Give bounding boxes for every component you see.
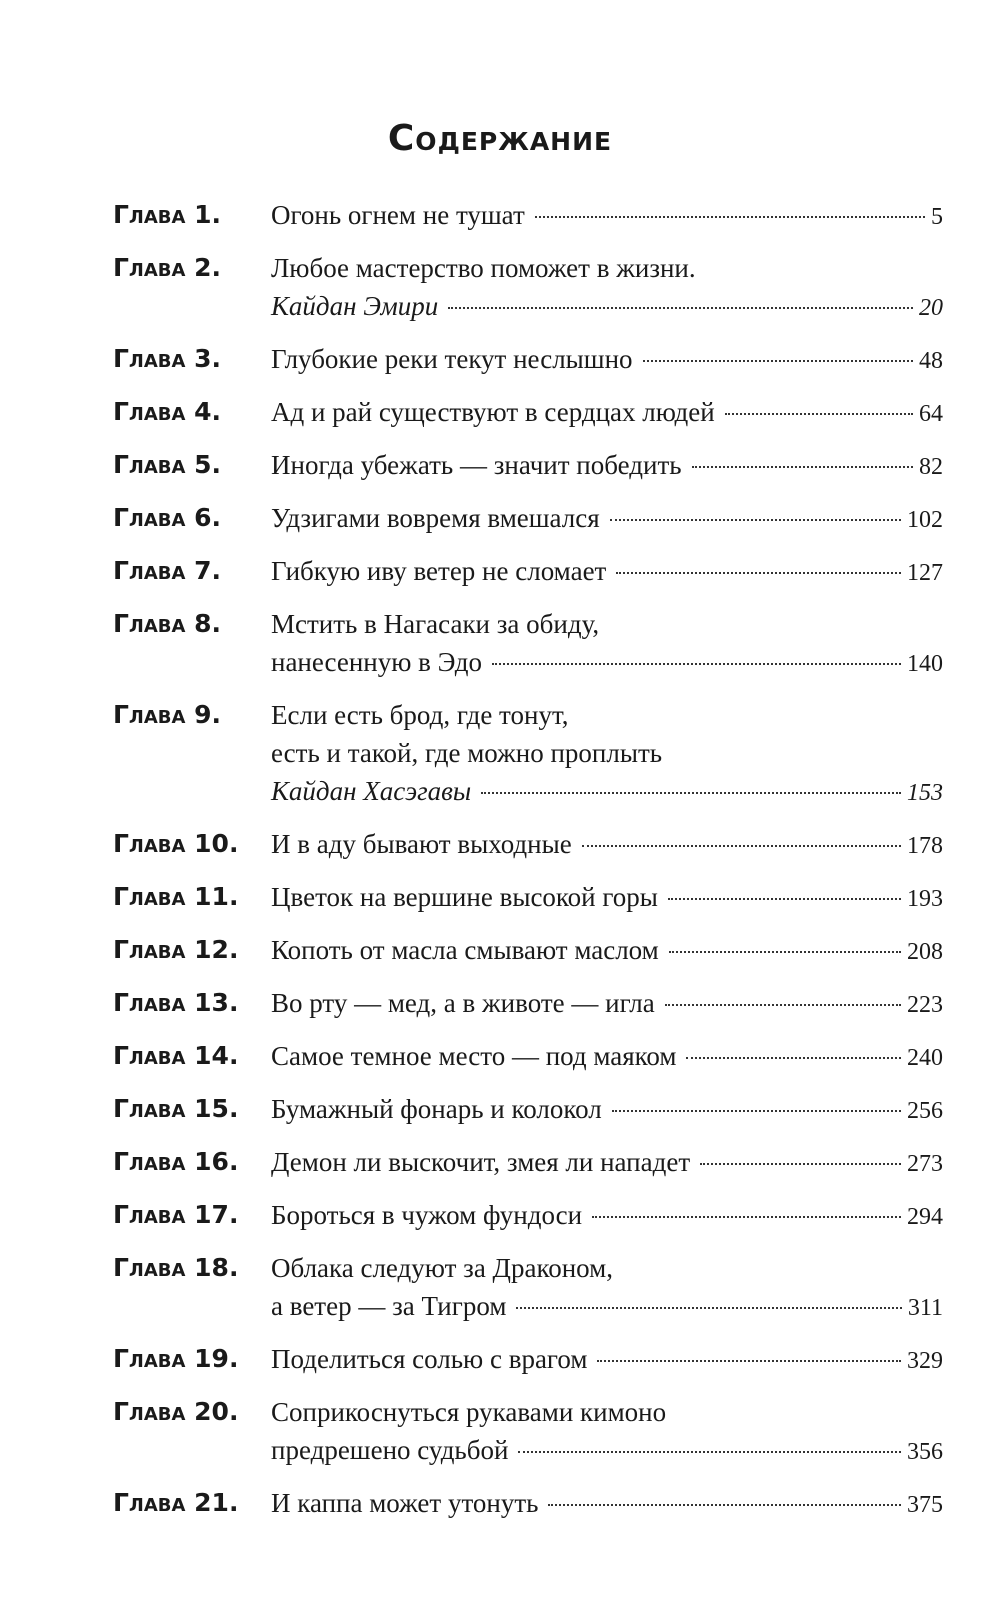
- chapter-title-block: [271, 696, 943, 812]
- dot-leader: [592, 1216, 901, 1218]
- chapter-label: Глава 5.: [113, 450, 222, 479]
- toc-entry: [113, 1037, 943, 1077]
- chapter-title-block: [271, 1484, 943, 1524]
- toc-entry: [113, 1340, 943, 1380]
- chapter-label: Глава 7.: [113, 556, 222, 585]
- chapter-title-block: [271, 1037, 943, 1077]
- chapter-title-last-line: [271, 1196, 943, 1236]
- page-number: 273: [907, 1151, 943, 1177]
- chapter-title-block: [271, 499, 943, 539]
- page-number: 329: [907, 1348, 943, 1374]
- chapter-title-text: Бороться в чужом фундоси: [271, 1200, 583, 1230]
- chapter-title-last-line: [271, 1431, 943, 1471]
- chapter-label: Глава 21.: [113, 1488, 239, 1517]
- chapter-title-text: Бумажный фонарь и колокол: [271, 1094, 602, 1124]
- chapter-title-last-line: [271, 499, 943, 539]
- dot-leader: [725, 413, 913, 415]
- chapter-title-block: [271, 1090, 943, 1130]
- chapter-title-text: Иногда убежать — значит победить: [271, 450, 682, 480]
- chapter-title-block: [271, 446, 943, 486]
- chapter-title-last-line: [271, 446, 943, 486]
- chapter-title-text: И каппа может утонуть: [271, 1488, 539, 1518]
- dot-leader: [535, 216, 925, 218]
- dot-leader: [548, 1504, 901, 1506]
- chapter-title-text: И в аду бывают выходные: [271, 829, 572, 859]
- chapter-title-last-line: [271, 878, 943, 918]
- chapter-title-block: [271, 1143, 943, 1183]
- chapter-label: Глава 15.: [113, 1094, 239, 1123]
- page-number: 208: [907, 939, 943, 965]
- chapter-title-line: Соприкоснуться рукавами кимоно: [271, 1397, 667, 1427]
- chapter-label: Глава 6.: [113, 503, 222, 532]
- dot-leader: [481, 792, 901, 794]
- page-number: 375: [907, 1492, 943, 1518]
- chapter-title-line: Любое мастерство поможет в жизни.: [271, 253, 696, 283]
- chapter-label: Глава 8.: [113, 609, 222, 638]
- dot-leader: [700, 1163, 901, 1165]
- chapter-label: Глава 9.: [113, 700, 222, 729]
- chapter-title-text: Копоть от масла смывают маслом: [271, 935, 659, 965]
- chapter-title-text: а ветер — за Тигром: [271, 1291, 507, 1321]
- toc-entry: [113, 393, 943, 433]
- chapter-title-last-line: [271, 1340, 943, 1380]
- chapter-title-line: есть и такой, где можно проплыть: [271, 738, 663, 768]
- toc-entry: [113, 552, 943, 592]
- chapter-title-line: Мстить в Нагасаки за обиду,: [271, 609, 600, 639]
- page-number: 294: [907, 1204, 943, 1230]
- toc-entry: [113, 499, 943, 539]
- page-number: 193: [907, 886, 943, 912]
- dot-leader: [668, 898, 901, 900]
- toc-entry: [113, 1249, 943, 1327]
- chapter-title-last-line: [271, 1090, 943, 1130]
- chapter-label: Глава 4.: [113, 397, 222, 426]
- chapter-title-text: Кайдан Хасэгавы: [271, 776, 472, 806]
- chapter-title-text: Самое темное место — под маяком: [271, 1041, 677, 1071]
- chapter-label: Глава 10.: [113, 829, 239, 858]
- chapter-title-line: Если есть брод, где тонут,: [271, 700, 569, 730]
- chapter-label: Глава 16.: [113, 1147, 239, 1176]
- chapter-title-last-line: [271, 643, 943, 683]
- chapter-title-last-line: [271, 825, 943, 865]
- chapter-title-block: [271, 1196, 943, 1236]
- chapter-title-text: нанесенную в Эдо: [271, 647, 483, 677]
- chapter-title-text: Удзигами вовремя вмешался: [271, 503, 600, 533]
- chapter-title-block: [271, 393, 943, 433]
- toc-entry: [113, 340, 943, 380]
- page-number: 48: [919, 348, 943, 374]
- page-number: 20: [919, 295, 943, 321]
- table-of-contents: [113, 196, 943, 1537]
- chapter-title-text: предрешено судьбой: [271, 1435, 509, 1465]
- page-number: 140: [907, 651, 943, 677]
- page-number: 356: [907, 1439, 943, 1465]
- chapter-title-block: [271, 1249, 943, 1327]
- chapter-label: Глава 14.: [113, 1041, 239, 1070]
- chapter-label: Глава 2.: [113, 253, 222, 282]
- toc-entry: [113, 696, 943, 812]
- dot-leader: [597, 1360, 901, 1362]
- chapter-title-block: [271, 552, 943, 592]
- chapter-title-last-line: [271, 1287, 943, 1327]
- toc-entry: [113, 605, 943, 683]
- page-number: 64: [919, 401, 943, 427]
- dot-leader: [492, 663, 901, 665]
- dot-leader: [665, 1004, 901, 1006]
- chapter-title-block: [271, 196, 943, 236]
- chapter-title-text: Гибкую иву ветер не сломает: [271, 556, 607, 586]
- chapter-title-last-line: [271, 552, 943, 592]
- chapter-title-block: [271, 605, 943, 683]
- dot-leader: [686, 1057, 901, 1059]
- toc-entry: [113, 825, 943, 865]
- chapter-title-text: Поделиться солью с врагом: [271, 1344, 588, 1374]
- chapter-title-block: [271, 1393, 943, 1471]
- chapter-label: Глава 1.: [113, 200, 222, 229]
- toc-entry: [113, 1143, 943, 1183]
- chapter-title-block: [271, 878, 943, 918]
- chapter-title-block: [271, 1340, 943, 1380]
- dot-leader: [612, 1110, 901, 1112]
- chapter-title-last-line: [271, 287, 943, 327]
- chapter-label: Глава 3.: [113, 344, 222, 373]
- page-number: 102: [907, 507, 943, 533]
- page-number: 178: [907, 833, 943, 859]
- chapter-title-block: [271, 984, 943, 1024]
- chapter-label: Глава 11.: [113, 882, 239, 911]
- page-number: 153: [907, 780, 943, 806]
- dot-leader: [616, 572, 901, 574]
- page-number: 311: [907, 1295, 943, 1321]
- toc-entry: [113, 196, 943, 236]
- dot-leader: [692, 466, 913, 468]
- dot-leader: [448, 307, 913, 309]
- dot-leader: [516, 1307, 901, 1309]
- toc-entry: [113, 878, 943, 918]
- chapter-title-text: Огонь огнем не тушат: [271, 200, 525, 230]
- toc-entry: [113, 249, 943, 327]
- page-number: 223: [907, 992, 943, 1018]
- chapter-title-block: [271, 340, 943, 380]
- chapter-title-block: [271, 825, 943, 865]
- toc-entry: [113, 1393, 943, 1471]
- toc-entry: [113, 1090, 943, 1130]
- chapter-title-text: Демон ли выскочит, змея ли нападет: [271, 1147, 691, 1177]
- page-number: 256: [907, 1098, 943, 1124]
- toc-entry: [113, 984, 943, 1024]
- page-number: 82: [919, 454, 943, 480]
- page-number: 240: [907, 1045, 943, 1071]
- chapter-title-last-line: [271, 1037, 943, 1077]
- chapter-label: Глава 13.: [113, 988, 239, 1017]
- chapter-title-text: Глубокие реки текут неслышно: [271, 344, 633, 374]
- chapter-title-text: Кайдан Эмири: [271, 291, 439, 321]
- chapter-title-text: Во рту — мед, а в животе — игла: [271, 988, 655, 1018]
- chapter-title-last-line: [271, 931, 943, 971]
- page-number: 127: [907, 560, 943, 586]
- chapter-title-last-line: [271, 196, 943, 236]
- chapter-title-block: [271, 249, 943, 327]
- chapter-title-last-line: [271, 984, 943, 1024]
- chapter-label: Глава 18.: [113, 1253, 239, 1282]
- chapter-title-last-line: [271, 772, 943, 812]
- dot-leader: [610, 519, 901, 521]
- chapter-label: Глава 20.: [113, 1397, 239, 1426]
- dot-leader: [582, 845, 901, 847]
- chapter-title-last-line: [271, 340, 943, 380]
- chapter-label: Глава 12.: [113, 935, 239, 964]
- chapter-label: Глава 19.: [113, 1344, 239, 1373]
- chapter-title-last-line: [271, 1143, 943, 1183]
- dot-leader: [669, 951, 901, 953]
- dot-leader: [518, 1451, 901, 1453]
- dot-leader: [643, 360, 913, 362]
- chapter-title-last-line: [271, 393, 943, 433]
- toc-entry: [113, 1196, 943, 1236]
- toc-entry: [113, 1484, 943, 1524]
- chapter-title-line: Облака следуют за Драконом,: [271, 1253, 613, 1283]
- page-number: 5: [931, 204, 943, 230]
- chapter-title-block: [271, 931, 943, 971]
- toc-entry: [113, 931, 943, 971]
- chapter-label: Глава 17.: [113, 1200, 239, 1229]
- toc-entry: [113, 446, 943, 486]
- page-title: Содержание: [387, 118, 613, 159]
- chapter-title-last-line: [271, 1484, 943, 1524]
- chapter-title-text: Ад и рай существуют в сердцах людей: [271, 397, 715, 427]
- chapter-title-text: Цветок на вершине высокой горы: [271, 882, 658, 912]
